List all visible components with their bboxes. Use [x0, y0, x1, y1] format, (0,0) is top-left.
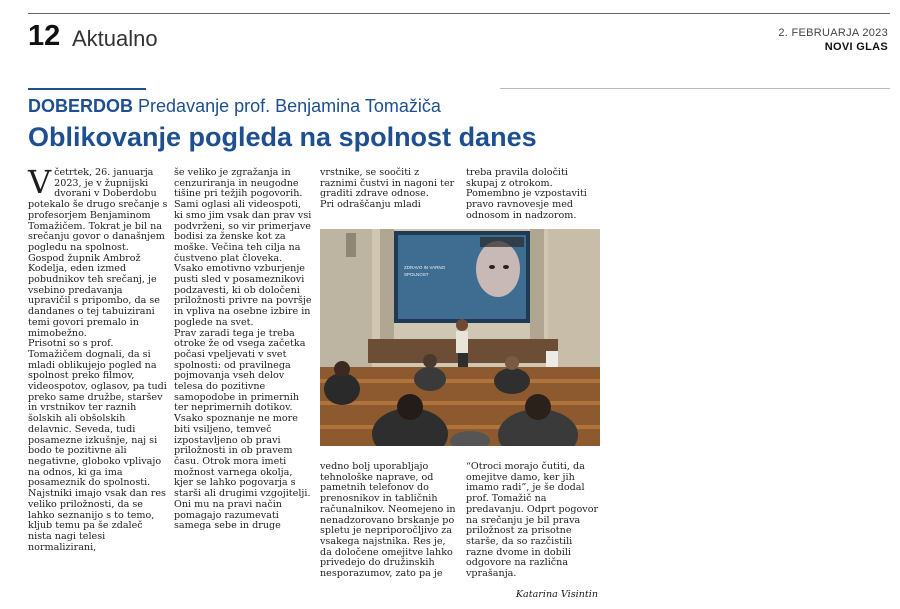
- top-rule: [28, 13, 890, 14]
- divider-rule: [500, 88, 890, 89]
- article-column-3-bottom: [320, 462, 458, 580]
- article-column-3-top: [320, 168, 458, 211]
- page-number: 12: [28, 20, 61, 52]
- article-column-4-bottom: [466, 462, 602, 580]
- article-column-2: [174, 168, 312, 532]
- article-column-4-top: [466, 168, 602, 222]
- paragraph: Najstniki imajo vsak dan res veliko priložnosti, da se lahko seznanijo s to temo, kljub temu pa še zdaleč nista nagi telesi normalizirani,: [28, 488, 166, 553]
- section-title: Aktualno: [72, 26, 158, 51]
- paragraph: vrstnike, se soočiti z raznimi čustvi in nagoni ter graditi zdrave odnose.: [320, 167, 455, 200]
- kicker-subtitle: Predavanje prof. Benjamina Tomažiča: [138, 96, 441, 116]
- article-headline: Oblikovanje pogleda na spolnost danes: [28, 122, 537, 152]
- lecture-photo: [320, 229, 600, 446]
- kicker-place: DOBERDOB: [28, 96, 134, 116]
- paragraph: vedno bolj uporabljajo tehnološke naprave, od pametnih telefonov do prenosnikov in tabličnih računalnikov. Neomejeno in nenadzorovano brskanje po spletu je nepriporočljivo za vsakega najstnika. Res je, da določene omejitve lahko privedejo do družinskih nesporazumov, zato pa je: [320, 461, 456, 580]
- accent-rule: [28, 88, 146, 90]
- paragraph: treba pravila določiti skupaj z otrokom. Pomembno je vzpostaviti pravo ravnovesje med odnosom in nadzorom.: [466, 167, 587, 221]
- author-byline: Katarina Visintin: [515, 589, 598, 600]
- paragraph: “Otroci morajo čutiti, da omejitve damo, ker jih imamo radi”, je še dodal prof. Tomažič na predavanju. Odprt pogovor na srečanju je bil prava priložnost za prisotne starše, da so razčistili razne dvome in dobili odgovore na različna vprašanja.: [466, 461, 599, 580]
- issue-date: 2. FEBRUARJA 2023: [778, 27, 888, 39]
- paragraph: Pri odraščanju mladi: [320, 199, 421, 211]
- slide-title-line-1: ZDRAVO IN VARNO: [404, 265, 446, 270]
- paragraph: še veliko je zgražanja in cenzuriranja in neugodne tišine pri težjih pogovorih. Sami oglasi ali videospoti, ki smo jim vsak dan prav vsi podvrženi, so vir primerjave bodisi za ženske kot za moške. Večina teh cilja na čustveno plat človeka. Vsako emotivno vzburjenje pusti sled v posameznikovi podzavesti, ki ob določeni priložnosti privre na površje in vpliva na osebne izbire in poglede na svet.: [174, 167, 312, 328]
- article-kicker: [28, 97, 441, 115]
- paragraph: Prisotni so s prof. Tomažičem dognali, da si mladi oblikujejo pogled na spolnost preko filmov, videospotov, oglasov, pa tudi preko same družbe, staršev in vrstnikov ter raznih šolskih ali obšolskih delavnic. Seveda, tudi posamezne izkušnje, naj si bodo te pozitivne ali negativne, globoko vplivajo na odnos, ki ga ima posameznik do spolnosti.: [28, 338, 167, 489]
- article-column-1: [28, 163, 168, 553]
- paragraph: četrtek, 26. januarja 2023, je v župnijski dvorani v Doberdobu potekalo še drugo srečanje s profesorjem Benjaminom Tomažičem. Tokrat je bil na srečanju govor o današnjem pogledu na spolnost. Gospod župnik Ambrož Kodelja, eden izmed pobudnikov teh srečanj, je vsebino predavanja upravičil s pripombo, da se dandanes o tej tabuizirani temi govori premalo in mimobežno.: [28, 167, 168, 339]
- slide-title-line-2: SPOLNOST: [404, 272, 429, 277]
- paragraph: Prav zaradi tega je treba otroke že od vsega začetka počasi vpeljevati v svet spolnosti: od pravilnega pojmovanja vseh delov telesa do pozitivne samopodobe in primernih ter neprimernih dotikov. Vsako spoznanje ne more biti vsiljeno, temveč izpostavljeno ob pravi priložnosti in ob pravem času. Otrok mora imeti možnost varnega okolja, kjer se lahko pogovarja s starši ali drugimi vzgojitelji. Oni mu na pravi način pomagajo razumevati samega sebe in druge: [174, 327, 311, 532]
- publication-name: NOVI GLAS: [824, 41, 888, 53]
- drop-cap: V: [28, 163, 52, 201]
